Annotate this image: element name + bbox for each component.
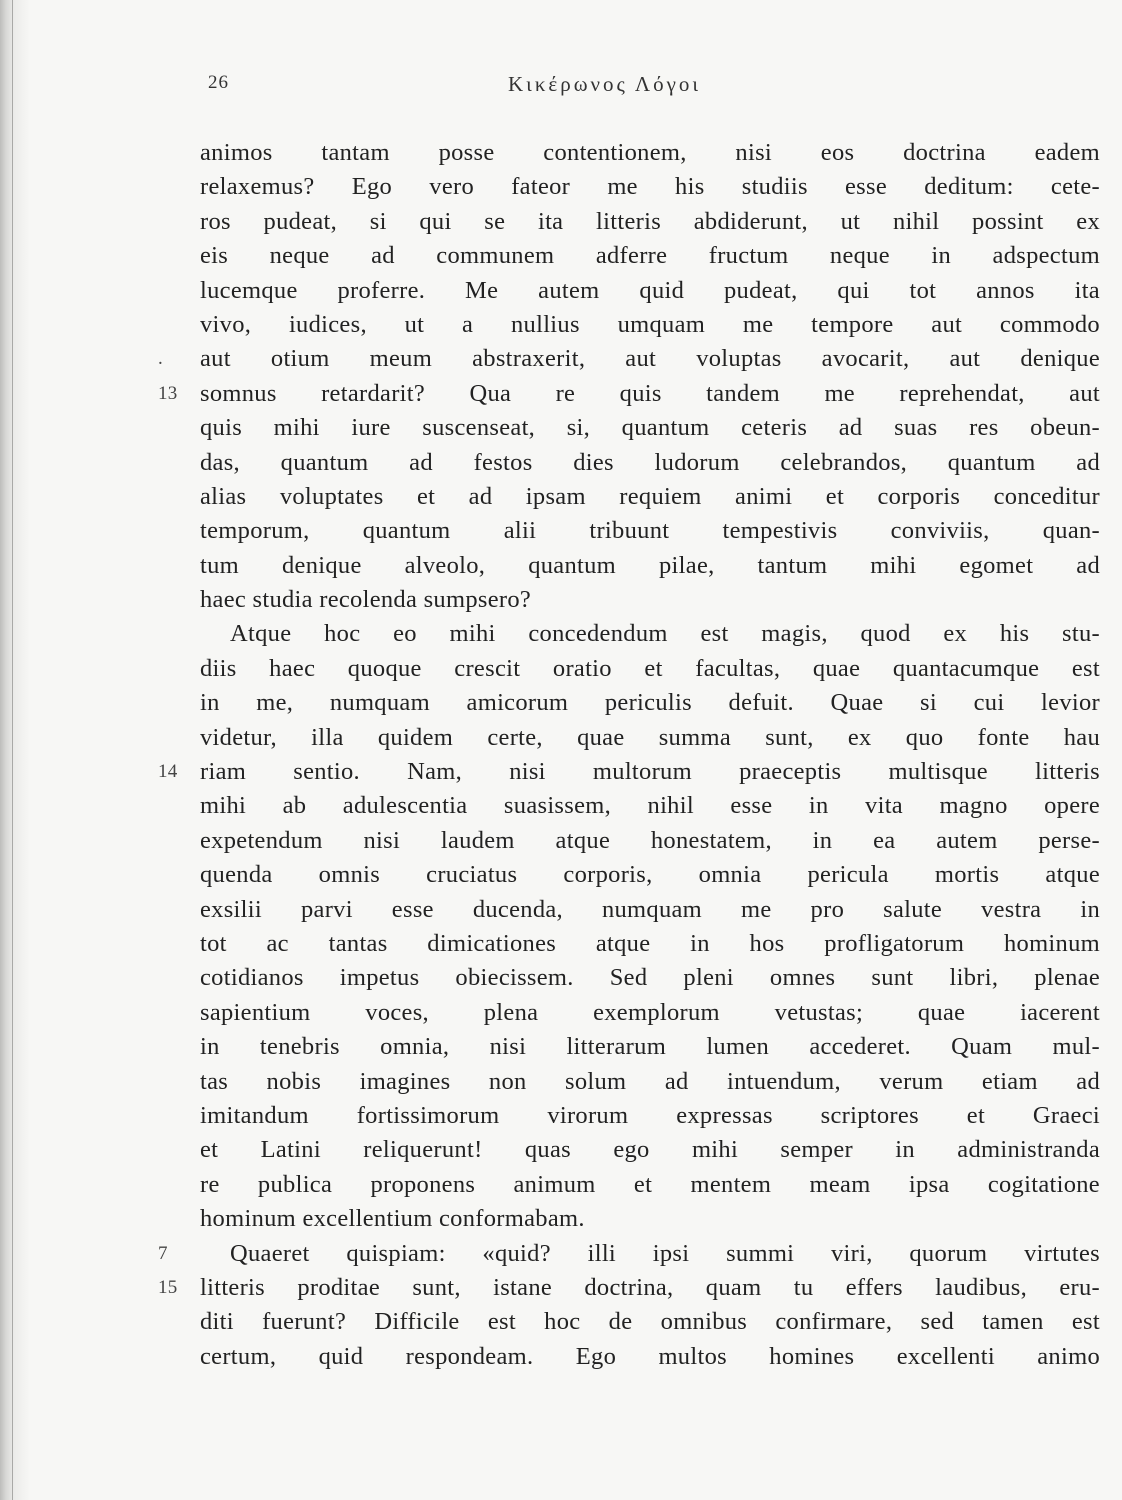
- text-line-content: in tenebris omnia, nisi litterarum lumen accederet. Quam mul-: [200, 1033, 1100, 1061]
- text-line: [200, 686, 1100, 720]
- text-line-content: ros pudeat, si qui se ita litteris abdiderunt, ut nihil possint ex: [200, 207, 1100, 235]
- text-line-content: expetendum nisi laudem atque honestatem, in ea autem perse-: [200, 826, 1100, 854]
- text-line: [200, 893, 1100, 927]
- text-line: [200, 1030, 1100, 1064]
- text-line: [200, 170, 1100, 204]
- margin-section-number: 14: [158, 761, 178, 783]
- body-text: [158, 136, 1100, 1374]
- text-line: [200, 514, 1100, 548]
- text-line: [200, 961, 1100, 995]
- page-number: 26: [208, 72, 229, 93]
- gutter-line: [12, 0, 13, 1500]
- text-line-content: relaxemus? Ego vero fateor me his studiis esse deditum: cete-: [200, 173, 1100, 201]
- margin-section-number: .: [158, 348, 164, 370]
- text-line-content: in me, numquam amicorum periculis defuit. Quae si cui levior: [200, 689, 1100, 717]
- text-line: [200, 652, 1100, 686]
- text-line: [158, 1271, 1100, 1305]
- text-line-content: Quaeret quispiam: «quid? illi ipsi summi viri, quorum virtutes: [230, 1239, 1100, 1267]
- text-line: [158, 755, 1100, 789]
- text-line-content: eis neque ad communem adferre fructum neque in adspectum: [200, 242, 1100, 270]
- text-line-content: riam sentio. Nam, nisi multorum praeceptis multisque litteris: [200, 758, 1100, 786]
- text-line-content: tot ac tantas dimicationes atque in hos profligatorum hominum: [200, 929, 1100, 957]
- text-line-content: aut otium meum abstraxerit, aut voluptas avocarit, aut denique: [200, 345, 1100, 373]
- text-line-content: imitandum fortissimorum virorum expressas scriptores et Graeci: [200, 1101, 1100, 1129]
- text-line: [158, 377, 1100, 411]
- text-line-content: litteris proditae sunt, istane doctrina, quam tu effers laudibus, eru-: [200, 1273, 1100, 1301]
- text-line: [200, 549, 1100, 583]
- text-line: [200, 1099, 1100, 1133]
- text-line: [158, 1237, 1100, 1271]
- text-line-content: certum, quid respondeam. Ego multos homines excellenti animo: [200, 1342, 1100, 1370]
- text-line: [200, 239, 1100, 273]
- text-line: [158, 342, 1100, 376]
- text-line-content: tas nobis imagines non solum ad intuendum, verum etiam ad: [200, 1067, 1100, 1095]
- margin-section-number: 15: [158, 1276, 178, 1298]
- text-line-content: animos tantam posse contentionem, nisi eos doctrina eadem: [200, 139, 1100, 166]
- text-line: [200, 858, 1100, 892]
- text-line: [200, 1133, 1100, 1167]
- text-line: [200, 927, 1100, 961]
- text-line: [200, 617, 1100, 651]
- text-line: [200, 1340, 1100, 1374]
- text-line: [200, 274, 1100, 308]
- text-line: [200, 1202, 1100, 1236]
- text-line-content: mihi ab adulescentia suasissem, nihil esse in vita magno opere: [200, 792, 1100, 820]
- text-line-content: exsilii parvi esse ducenda, numquam me pro salute vestra in: [200, 895, 1100, 923]
- text-line-content: diis haec quoque crescit oratio et facultas, quae quantacumque est: [200, 654, 1100, 682]
- text-line: [200, 824, 1100, 858]
- text-line-content: et Latini reliquerunt! quas ego mihi semper in administranda: [200, 1136, 1100, 1164]
- text-line-content: tum denique alveolo, quantum pilae, tantum mihi egomet ad: [200, 551, 1100, 579]
- text-line-content: re publica proponens animum et mentem meam ipsa cogitatione: [200, 1170, 1100, 1198]
- text-line: [200, 411, 1100, 445]
- text-line: [200, 205, 1100, 239]
- text-line-content: Atque hoc eo mihi concedendum est magis, quod ex his stu-: [230, 620, 1100, 648]
- text-line-content: cotidianos impetus obiecissem. Sed pleni omnes sunt libri, plenae: [200, 964, 1100, 992]
- text-line-content: quis mihi iure suscenseat, si, quantum ceteris ad suas res obeun-: [200, 414, 1100, 442]
- text-line: [200, 1305, 1100, 1339]
- text-line: [200, 583, 1100, 617]
- text-line-content: das, quantum ad festos dies ludorum celebrandos, quantum ad: [200, 448, 1100, 476]
- running-title: Κικέρωνος Λόγοι: [508, 72, 702, 96]
- text-line-content: haec studia recolenda sumpsero?: [200, 586, 532, 614]
- margin-section-number: 7: [158, 1242, 168, 1264]
- text-line-content: somnus retardarit? Qua re quis tandem me reprehendat, aut: [200, 379, 1100, 407]
- text-line: [200, 446, 1100, 480]
- text-line-content: quenda omnis cruciatus corporis, omnia pericula mortis atque: [200, 861, 1100, 889]
- text-line: [200, 480, 1100, 514]
- text-line-content: temporum, quantum alii tribuunt tempestivis conviviis, quan-: [200, 517, 1100, 545]
- text-line: [200, 1168, 1100, 1202]
- text-line-content: hominum excellentium conformabam.: [200, 1205, 585, 1233]
- book-binding-shadow: [0, 0, 30, 1500]
- text-line: [200, 721, 1100, 755]
- margin-section-number: 13: [158, 382, 178, 404]
- text-line: [200, 308, 1100, 342]
- text-line-content: sapientium voces, plena exemplorum vetustas; quae iacerent: [200, 998, 1100, 1026]
- text-line-content: vivo, iudices, ut a nullius umquam me tempore aut commodo: [200, 310, 1100, 338]
- text-line: [200, 789, 1100, 823]
- text-line-content: diti fuerunt? Difficile est hoc de omnibus confirmare, sed tamen est: [200, 1308, 1100, 1336]
- text-line: [200, 996, 1100, 1030]
- text-line: [200, 1065, 1100, 1099]
- text-line-content: videtur, illa quidem certe, quae summa sunt, ex quo fonte hau: [200, 723, 1100, 751]
- text-line-content: alias voluptates et ad ipsam requiem animi et corporis conceditur: [200, 482, 1100, 510]
- text-line: [200, 136, 1100, 170]
- text-line-content: lucemque proferre. Me autem quid pudeat, qui tot annos ita: [200, 276, 1100, 304]
